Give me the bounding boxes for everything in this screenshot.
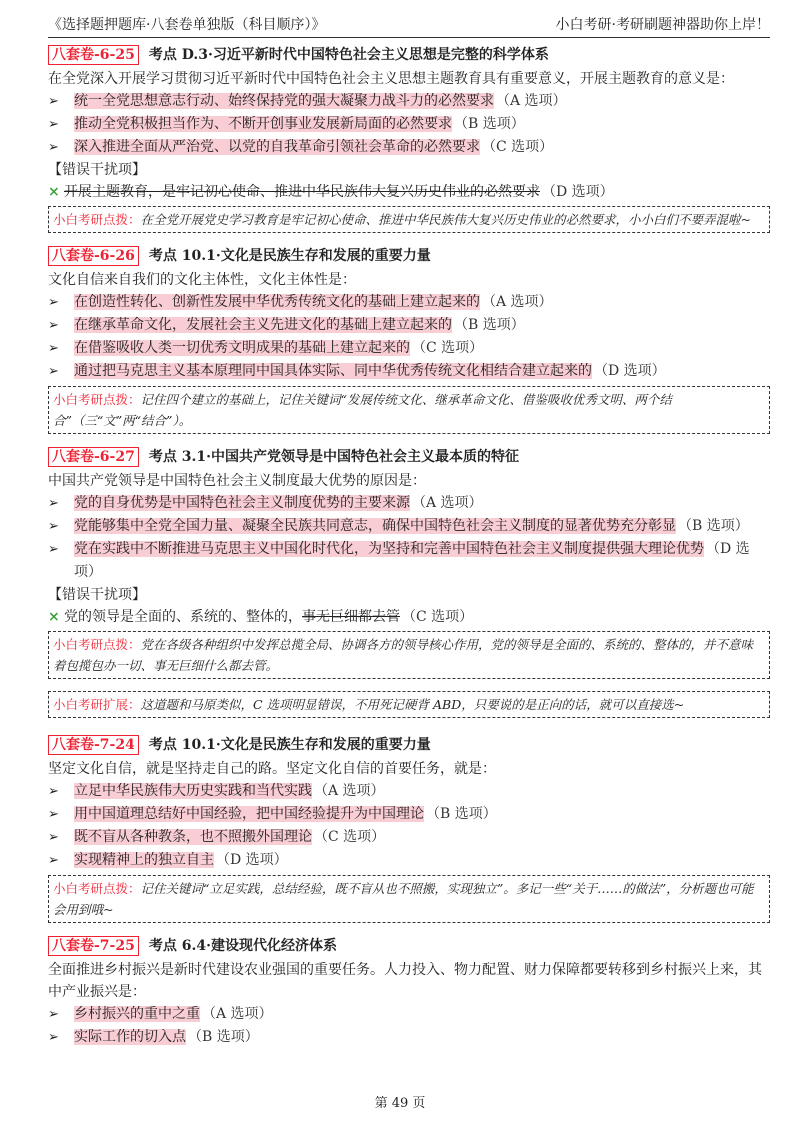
arrow-bullet-icon: ➢ (48, 1030, 59, 1045)
option-row (48, 780, 770, 803)
option-row (48, 1003, 770, 1026)
option-text: 统一全党思想意志行动、始终保持党的强大凝聚力战斗力的必然要求 (74, 93, 494, 109)
arrow-bullet-icon: ➢ (48, 1007, 59, 1022)
tip-text: 在全党开展党史学习教育是牢记初心使命、推进中华民族伟大复兴历史伟业的必然要求，小小白们不要弄混啦~ (140, 212, 751, 227)
question-title: 考点 D.3·习近平新时代中国特色社会主义思想是完整的科学体系 (148, 47, 549, 63)
question-title: 考点 10.1·文化是民族生存和发展的重要力量 (148, 248, 431, 264)
arrow-bullet-icon: ➢ (48, 94, 59, 109)
arrow-bullet-icon: ➢ (48, 364, 59, 379)
option-text: 党在实践中不断推进马克思主义中国化时代化，为坚持和完善中国特色社会主义制度提供强大理论优势 (74, 541, 704, 557)
question-tag: 八套卷-7-25 (48, 936, 139, 956)
content (48, 44, 770, 1061)
arrow-bullet-icon: ➢ (48, 830, 59, 845)
question-tag: 八套卷-6-25 (48, 45, 139, 65)
cross-icon: × (48, 184, 60, 200)
question-header (48, 44, 770, 66)
option-label: （A 选项） (482, 294, 553, 310)
tip-text: 党在各级各种组织中发挥总揽全局、协调各方的领导核心作用，党的领导是全面的、系统的、整体的，并不意味着包揽包办一切、事无巨细什么都去管。 (53, 637, 754, 673)
arrow-bullet-icon: ➢ (48, 341, 59, 356)
arrow-bullet-icon: ➢ (48, 496, 59, 511)
option-row (48, 314, 770, 337)
option-label: （C 选项） (314, 829, 386, 845)
page-header (48, 8, 770, 38)
tip-text: 记住四个建立的基础上，记住关键词“发展传统文化、继承革命文化、借鉴吸收优秀文明、两个结合”（三“文”两“结合”）。 (53, 392, 672, 428)
question-block (48, 734, 770, 923)
question-header (48, 935, 770, 957)
question-block (48, 446, 770, 679)
option-text: 用中国道理总结好中国经验，把中国经验提升为中国理论 (74, 806, 424, 822)
question-header (48, 245, 770, 267)
option-body (74, 90, 567, 113)
option-body (74, 360, 666, 383)
tip-label: 小白考研点拨： (53, 392, 141, 407)
option-label: （B 选项） (454, 116, 525, 132)
option-body (74, 337, 483, 360)
option-body (74, 1003, 273, 1026)
arrow-bullet-icon: ➢ (48, 542, 59, 557)
question-header (48, 446, 770, 468)
option-text: 党能够集中全党全国力量、凝聚全民族共同意志，确保中国特色社会主义制度的显著优势充分彰显 (74, 518, 676, 534)
arrow-bullet-icon: ➢ (48, 807, 59, 822)
option-row (48, 113, 770, 136)
wrong-option-row (48, 606, 770, 628)
wrong-option-pre: 党的领导是全面的、系统的、整体的， (64, 609, 302, 625)
option-label: （D 选项） (594, 363, 666, 379)
question-stem: 坚定文化自信，就是坚持走自己的路。坚定文化自信的首要任务，就是： (48, 761, 496, 777)
question-tag: 八套卷-6-27 (48, 447, 139, 467)
option-row (48, 1026, 770, 1049)
wrong-option-body (64, 181, 614, 203)
option-label: （B 选项） (454, 317, 525, 333)
wrong-option-body (64, 606, 473, 628)
option-text: 在继承革命文化，发展社会主义先进文化的基础上建立起来的 (74, 317, 452, 333)
option-row (48, 515, 770, 538)
option-label: （A 选项） (202, 1006, 273, 1022)
option-row (48, 492, 770, 515)
arrow-bullet-icon: ➢ (48, 853, 59, 868)
tip-box (48, 631, 770, 679)
header-left: 《选择题押题库·八套卷单独版（科目顺序）》 (48, 17, 326, 33)
option-body (74, 826, 385, 849)
option-body (74, 803, 497, 826)
extension-text: 这道题和马原类似，C 选项明显错误，不用死记硬背 ABD，只要说的是正向的话，就可以直接选~ (140, 697, 685, 712)
option-body (74, 538, 770, 584)
option-label: （C 选项） (482, 139, 554, 155)
option-row (48, 136, 770, 159)
extension-box (48, 691, 770, 718)
option-body (74, 314, 525, 337)
arrow-bullet-icon: ➢ (48, 519, 59, 534)
option-label: （A 选项） (314, 783, 385, 799)
arrow-bullet-icon: ➢ (48, 117, 59, 132)
question-tag: 八套卷-7-24 (48, 735, 139, 755)
option-label: （D 选项） (74, 541, 750, 580)
question-block (48, 245, 770, 434)
question-stem: 全面推进乡村振兴是新时代建设农业强国的重要任务。人力投入、物力配置、财力保障都要转移到乡村振兴上来，其中产业振兴是： (48, 962, 762, 1000)
wrong-option-struck: 事无巨细都去管 (302, 609, 400, 625)
option-text: 深入推进全面从严治党、以党的自我革命引领社会革命的必然要求 (74, 139, 480, 155)
option-row (48, 803, 770, 826)
option-row (48, 291, 770, 314)
option-row (48, 90, 770, 113)
option-row (48, 360, 770, 383)
wrong-option-row (48, 181, 770, 203)
tip-box (48, 875, 770, 923)
option-label: （B 选项） (188, 1029, 259, 1045)
option-body (74, 1026, 259, 1049)
option-row (48, 337, 770, 360)
option-text: 推动全党积极担当作为、不断开创事业发展新局面的必然要求 (74, 116, 452, 132)
arrow-bullet-icon: ➢ (48, 318, 59, 333)
option-row (48, 538, 770, 584)
question-title: 考点 3.1·中国共产党领导是中国特色社会主义最本质的特征 (148, 449, 519, 465)
option-label: （A 选项） (412, 495, 483, 511)
tip-label: 小白考研点拨： (53, 881, 141, 896)
option-label: （C 选项） (412, 340, 484, 356)
error-header: 【错误干扰项】 (48, 587, 146, 603)
option-text: 实际工作的切入点 (74, 1029, 186, 1045)
question-title: 考点 10.1·文化是民族生存和发展的重要力量 (148, 737, 431, 753)
wrong-option-struck: 开展主题教育，是牢记初心使命、推进中华民族伟大复兴历史伟业的必然要求 (64, 184, 540, 200)
option-text: 在借鉴吸收人类一切优秀文明成果的基础上建立起来的 (74, 340, 410, 356)
error-header: 【错误干扰项】 (48, 162, 146, 178)
option-text: 实现精神上的独立自主 (74, 852, 214, 868)
question-header (48, 734, 770, 756)
tip-text: 记住关键词“立足实践，总结经验，既不盲从也不照搬，实现独立”。多记一些“关于……的做法”，分析题也可能会用到哦~ (53, 881, 754, 917)
wrong-option-label: （C 选项） (402, 609, 474, 625)
option-label: （B 选项） (678, 518, 749, 534)
option-body (74, 492, 483, 515)
question-tag: 八套卷-6-26 (48, 246, 139, 266)
question-block (48, 44, 770, 233)
question-stem: 在全党深入开展学习贯彻习近平新时代中国特色社会主义思想主题教育具有重要意义，开展主题教育的意义是： (48, 71, 734, 87)
tip-label: 小白考研点拨： (53, 212, 141, 227)
option-row (48, 826, 770, 849)
tip-box (48, 206, 770, 233)
option-body (74, 113, 525, 136)
tip-label: 小白考研点拨： (53, 637, 141, 652)
question-stem: 文化自信来自我们的文化主体性，文化主体性是： (48, 272, 356, 288)
cross-icon: × (48, 609, 60, 625)
question-title: 考点 6.4·建设现代化经济体系 (148, 938, 337, 954)
option-label: （D 选项） (216, 852, 288, 868)
option-text: 既不盲从各种教条，也不照搬外国理论 (74, 829, 312, 845)
option-text: 立足中华民族伟大历史实践和当代实践 (74, 783, 312, 799)
wrong-option-label: （D 选项） (542, 184, 614, 200)
option-label: （A 选项） (496, 93, 567, 109)
header-right: 小白考研·考研刷题神器助你上岸！ (555, 17, 770, 33)
arrow-bullet-icon: ➢ (48, 784, 59, 799)
page-number: 第 49 页 (374, 1096, 426, 1111)
extension-label: 小白考研扩展： (53, 697, 141, 712)
option-body (74, 849, 288, 872)
option-body (74, 780, 385, 803)
option-body (74, 291, 553, 314)
tip-box (48, 386, 770, 434)
option-text: 党的自身优势是中国特色社会主义制度优势的主要来源 (74, 495, 410, 511)
option-row (48, 849, 770, 872)
option-body (74, 515, 749, 538)
option-label: （B 选项） (426, 806, 497, 822)
arrow-bullet-icon: ➢ (48, 140, 59, 155)
option-text: 通过把马克思主义基本原理同中国具体实际、同中华优秀传统文化相结合建立起来的 (74, 363, 592, 379)
question-block (48, 935, 770, 1049)
option-text: 乡村振兴的重中之重 (74, 1006, 200, 1022)
option-body (74, 136, 553, 159)
question-stem: 中国共产党领导是中国特色社会主义制度最大优势的原因是： (48, 473, 426, 489)
arrow-bullet-icon: ➢ (48, 295, 59, 310)
option-text: 在创造性转化、创新性发展中华优秀传统文化的基础上建立起来的 (74, 294, 480, 310)
